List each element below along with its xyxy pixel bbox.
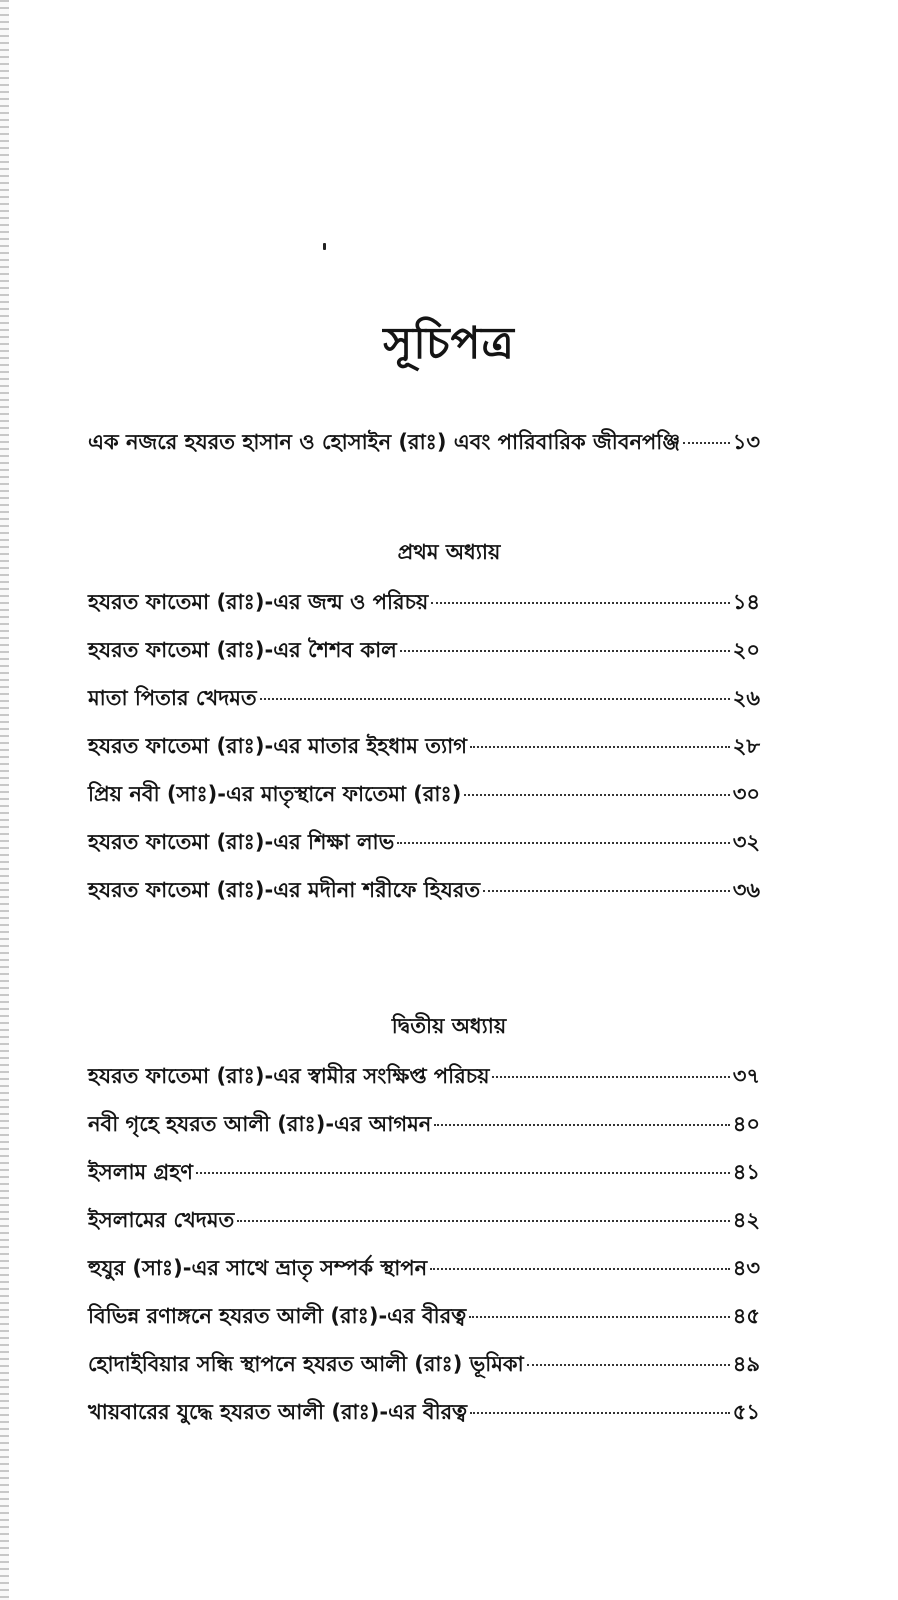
toc-entry-page: ৫১ [732, 1400, 760, 1424]
toc-list-chapter-2 [88, 1062, 760, 1446]
toc-entry [88, 1206, 760, 1254]
dot-leader [397, 842, 729, 844]
dot-leader [464, 794, 729, 796]
toc-entry [88, 780, 760, 828]
toc-entry [88, 876, 760, 924]
toc-entry-page: ৪২ [732, 1208, 760, 1232]
toc-entry [88, 1398, 760, 1446]
toc-entry-title: ইসলামের খেদমত [88, 1208, 235, 1232]
toc-entry-page: ৩৭ [732, 1064, 760, 1088]
dot-leader [196, 1172, 730, 1174]
dot-leader [400, 650, 730, 652]
toc-entry-title: হযরত ফাতেমা (রাঃ)-এর জন্ম ও পরিচয় [88, 590, 429, 614]
dot-leader [527, 1364, 730, 1366]
toc-entry-page: ১৪ [732, 590, 760, 614]
dot-leader [237, 1220, 729, 1222]
dot-leader [470, 1412, 730, 1414]
toc-entry-title: হযরত ফাতেমা (রাঃ)-এর স্বামীর সংক্ষিপ্ত পরিচয় [88, 1064, 490, 1088]
toc-entry-title: খায়বারের যুদ্ধে হযরত আলী (রাঃ)-এর বীরত্ব [88, 1400, 468, 1424]
dot-leader [430, 1268, 730, 1270]
toc-entry-title: মাতা পিতার খেদমত [88, 686, 257, 710]
toc-entry-page: ৪৩ [732, 1256, 760, 1280]
summary-entry-page: ১৩ [732, 430, 760, 454]
toc-entry [88, 732, 760, 780]
toc-entry-page: ২০ [732, 638, 760, 662]
toc-entry-page: ৩৬ [732, 878, 760, 902]
toc-entry-title: হযরত ফাতেমা (রাঃ)-এর শৈশব কাল [88, 638, 397, 662]
toc-entry-page: ৪০ [732, 1112, 760, 1136]
toc-entry-title: হুযুর (সাঃ)-এর সাথে ভ্রাতৃ সম্পর্ক স্থাপন [88, 1256, 428, 1280]
toc-entry-title: হযরত ফাতেমা (রাঃ)-এর মদীনা শরীফে হিযরত [88, 878, 481, 902]
toc-entry-title: প্রিয় নবী (সাঃ)-এর মাতৃস্থানে ফাতেমা (রাঃ) [88, 782, 462, 806]
dot-leader [492, 1076, 729, 1078]
toc-entry-page: ২৮ [732, 734, 760, 758]
toc-entry-title: হোদাইবিয়ার সন্ধি স্থাপনে হযরত আলী (রাঃ) ভূমিকা [88, 1352, 524, 1376]
toc-entry-page: ৪৫ [732, 1304, 760, 1328]
dot-leader [683, 442, 729, 444]
toc-list-chapter-1 [88, 588, 760, 924]
summary-entry-title: এক নজরে হযরত হাসান ও হোসাইন (রাঃ) এবং পারিবারিক জীবনপঞ্জি [88, 430, 681, 454]
toc-entry [88, 1302, 760, 1350]
toc-entry [88, 636, 760, 684]
toc-entry-page: ৩০ [732, 782, 760, 806]
toc-entry [88, 684, 760, 732]
dot-leader [431, 602, 729, 604]
toc-entry-title: ইসলাম গ্রহণ [88, 1160, 193, 1184]
dot-leader [470, 746, 730, 748]
chapter-heading-2: দ্বিতীয় অধ্যায় [391, 1014, 507, 1038]
dot-leader [260, 698, 730, 700]
toc-entry-page: ৩২ [732, 830, 760, 854]
toc-entry [88, 1062, 760, 1110]
ink-speck [323, 243, 326, 250]
toc-entry-title: হযরত ফাতেমা (রাঃ)-এর শিক্ষা লাভ [88, 830, 395, 854]
chapter-heading-1: প্রথম অধ্যায় [397, 540, 501, 564]
dot-leader [469, 1316, 730, 1318]
page-title: সূচিপত্র [383, 318, 515, 369]
toc-entry-title: হযরত ফাতেমা (রাঃ)-এর মাতার ইহধাম ত্যাগ [88, 734, 467, 758]
summary-entry [88, 428, 760, 456]
toc-entry [88, 1110, 760, 1158]
dot-leader [434, 1124, 729, 1126]
toc-entry [88, 1254, 760, 1302]
toc-entry-title: নবী গৃহে হযরত আলী (রাঃ)-এর আগমন [88, 1112, 432, 1136]
dot-leader [483, 890, 729, 892]
toc-entry-page: ৪১ [732, 1160, 760, 1184]
toc-entry [88, 1350, 760, 1398]
toc-entry [88, 828, 760, 876]
toc-entry [88, 1158, 760, 1206]
toc-entry-page: ২৬ [732, 686, 760, 710]
toc-entry-title: বিভিন্ন রণাঙ্গনে হযরত আলী (রাঃ)-এর বীরত্ব [88, 1304, 467, 1328]
toc-entry-page: ৪৯ [732, 1352, 760, 1376]
page-binding-edge [0, 0, 9, 1600]
toc-entry [88, 588, 760, 636]
